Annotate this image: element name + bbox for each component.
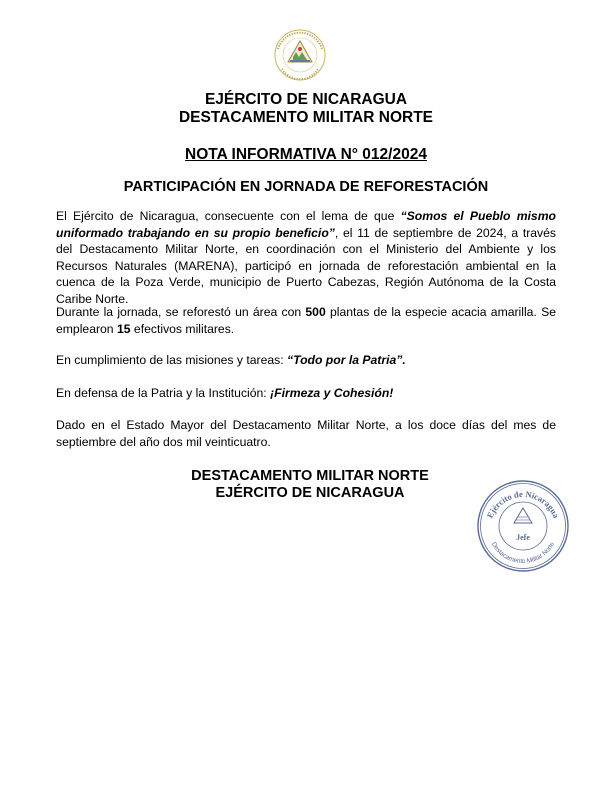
p4-motto: ¡Firmeza y Cohesión!	[270, 386, 394, 400]
svg-text:Destacamento Militar Norte: Destacamento Militar Norte	[489, 541, 557, 566]
paragraph-defense	[56, 385, 556, 402]
svg-text:Ejército de Nicaragua: Ejército de Nicaragua	[484, 488, 562, 520]
paragraph-mission	[56, 352, 556, 369]
paragraph-closing: Dado en el Estado Mayor del Destacamento Militar Norte, a los doce días del mes de septiembre del año dos mil veinticuatro.	[56, 418, 556, 449]
org-name: EJÉRCITO DE NICARAGUA	[204, 91, 408, 108]
coat-of-arms-icon	[268, 27, 332, 83]
signature-org: EJÉRCITO DE NICARAGUA	[215, 485, 405, 501]
signature-unit: DESTACAMENTO MILITAR NORTE	[191, 468, 429, 484]
p3-text: En cumplimiento de las misiones y tareas:	[56, 353, 287, 367]
svg-text:Jefe: Jefe	[516, 533, 530, 542]
troop-count: 15	[116, 321, 131, 336]
p2-part1: Durante la jornada, se reforestó un área con	[56, 305, 306, 319]
p1-rest: , el 11 de septiembre de 2024, a través del Destacamento Militar Norte, en coordinación con el Ministerio del Ambiente y los Recursos Naturales (MARENA), participó en jornada de reforestación ambiental en la cuenca de la Poza Verde, municipio de Puerto Cabezas, Región Autónoma de la Costa Caribe Norte.	[56, 225, 557, 306]
unit-name: DESTACAMENTO MILITAR NORTE	[178, 109, 434, 126]
official-stamp-icon	[474, 478, 572, 574]
note-title: NOTA INFORMATIVA N° 012/2024	[185, 146, 427, 163]
plant-count: 500	[305, 305, 326, 319]
p2-part3: efectivos militares.	[130, 321, 235, 336]
signature-block	[160, 468, 460, 502]
p4-text: En defensa de la Patria y la Institución:	[56, 386, 271, 400]
organization-heading	[0, 91, 612, 127]
note-subject: PARTICIPACIÓN EN JORNADA DE REFORESTACIÓN	[123, 179, 489, 195]
p2-part2: plantas de la especie acacia amarilla. Se emplearon	[56, 305, 556, 336]
p1-intro: El Ejército de Nicaragua, consecuente con el lema de que	[56, 209, 401, 223]
paragraph-details	[56, 304, 556, 337]
paragraph-event	[56, 208, 556, 308]
p3-motto: “Todo por la Patria”.	[287, 353, 406, 367]
p1-motto: “Somos el Pueblo mismo uniformado trabajando en su propio beneficio”	[56, 209, 556, 240]
